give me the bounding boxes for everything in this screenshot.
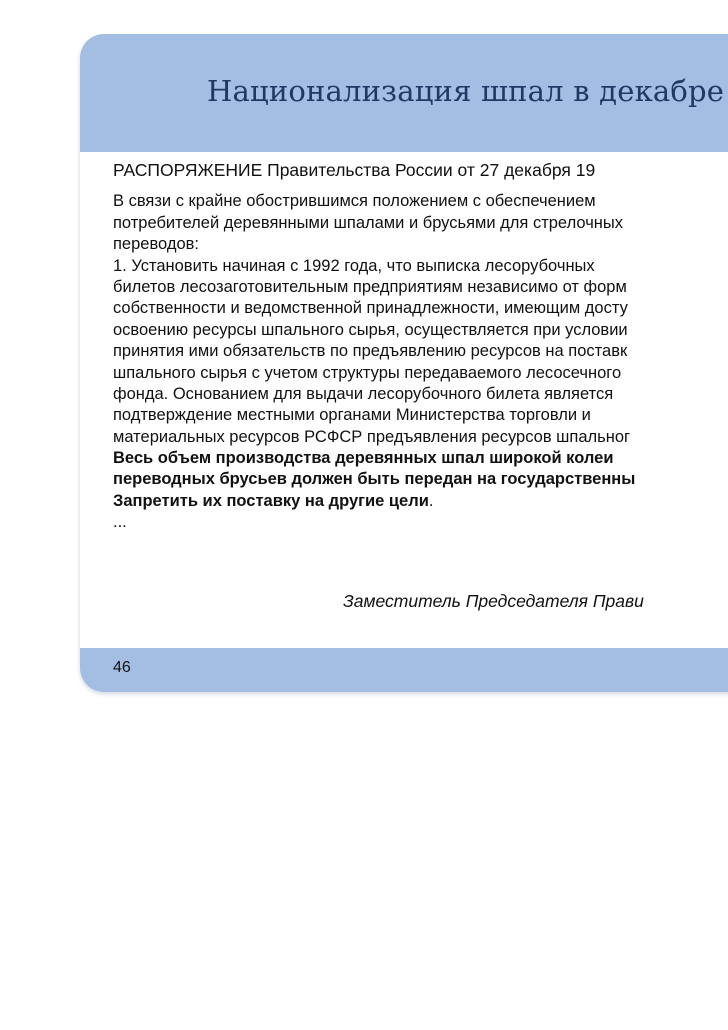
paragraph-line-12: материальных ресурсов РСФСР предъявления ресурсов шпальног bbox=[113, 427, 631, 446]
bold-line-3-wrapper bbox=[113, 491, 728, 512]
paragraph-line-9: шпального сырья с учетом структуры передаваемого лесосечного bbox=[113, 363, 622, 382]
ellipsis: ... bbox=[113, 513, 127, 532]
bold-line-2: переводных брусьев должен быть передан на государственны bbox=[113, 470, 636, 489]
paragraph-line-10: фонда. Основанием для выдачи лесорубочного билета является bbox=[113, 384, 614, 403]
document-body bbox=[113, 160, 728, 534]
paragraph-line-3: переводов: bbox=[113, 235, 200, 254]
bold-line-3: Запретить их поставку на другие цели bbox=[113, 491, 429, 510]
signature: Заместитель Председателя Прави bbox=[343, 591, 644, 611]
paragraph-line-6: собственности и ведомственной принадлежности, имеющим досту bbox=[113, 299, 628, 318]
paragraph-line-7: освоению ресурсы шпального сырья, осуществляется при условии bbox=[113, 320, 628, 339]
page-number: 46 bbox=[113, 659, 131, 676]
decree-heading: РАСПОРЯЖЕНИЕ Правительства России от 27 декабря 19 bbox=[113, 160, 596, 180]
paragraph-line-8: принятия ими обязательств по предъявлению ресурсов на поставк bbox=[113, 342, 628, 361]
bold-line-1: Весь объем производства деревянных шпал широкой колеи bbox=[113, 449, 614, 468]
paragraph-line-1: В связи с крайне обострившимся положением с обеспечением bbox=[113, 192, 596, 211]
footer-band bbox=[80, 648, 728, 692]
slide-title: Национализация шпал в декабре bbox=[207, 74, 725, 108]
paragraph-line-11: подтверждение местными органами Министерства торговли и bbox=[113, 406, 591, 425]
paragraph-line-5: билетов лесозаготовительным предприятиям независимо от форм bbox=[113, 277, 627, 296]
paragraph-line-4: 1. Установить начиная с 1992 года, что выписка лесорубочных bbox=[113, 256, 595, 275]
paragraph-line-2: потребителей деревянными шпалами и брусьями для стрелочных bbox=[113, 213, 624, 232]
bold-line-3-period: . bbox=[428, 491, 434, 510]
